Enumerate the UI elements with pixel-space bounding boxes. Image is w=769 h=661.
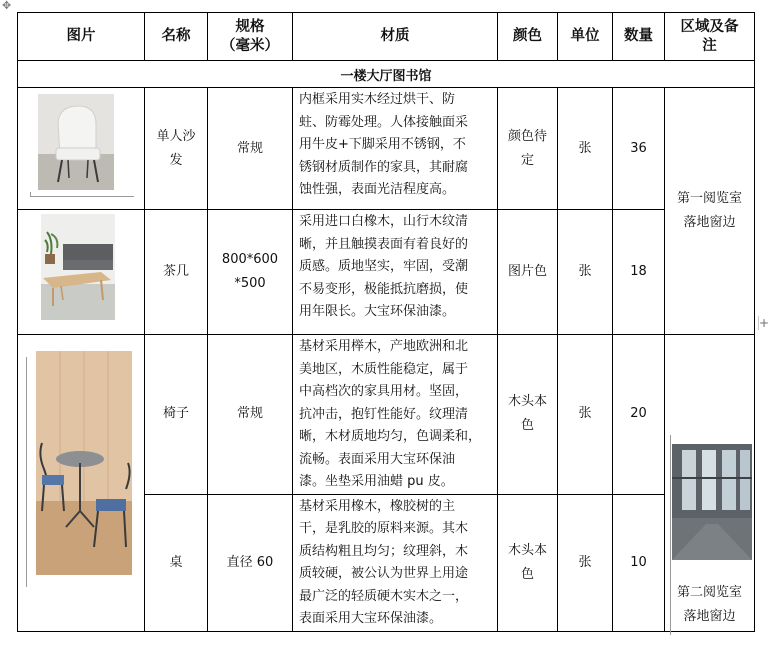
sofa-name: [145, 88, 208, 210]
chair-color: [498, 335, 558, 495]
chair-color-line1: 木头本: [507, 394, 547, 410]
chair-desk-photo-graphic: [36, 351, 132, 575]
chair-color-line2: 色: [520, 418, 534, 434]
tea-table-quantity: 18: [613, 210, 665, 335]
header-color: 颜色: [498, 13, 558, 61]
chair-material-line: 晰，木材质地均匀，色调柔和，: [299, 429, 482, 444]
chair-quantity: 20: [613, 335, 665, 495]
sofa-name-line1: 单人沙: [156, 128, 196, 144]
desk-spec: 直径 60: [208, 494, 293, 631]
sofa-material-line: 内框采用实木经过烘干、防: [299, 92, 456, 107]
sofa-photo-graphic: [38, 94, 114, 190]
header-unit: 单位: [558, 13, 613, 61]
header-image: 图片: [18, 13, 145, 61]
table-row: [18, 88, 755, 210]
tea-table-material-line: 不易变形，极能抵抗磨损，使: [299, 281, 469, 297]
tea-table-photo-graphic: [41, 214, 115, 320]
area-note-second-line1: 第二阅览室: [676, 584, 742, 600]
sofa-color-line1: 颜色待: [507, 128, 547, 144]
desk-quantity: 10: [613, 494, 665, 631]
area-note-second-wrap: [665, 391, 754, 631]
sofa-color-line2: 定: [520, 152, 534, 168]
sofa-material-line: 蚀性强，表面光洁程度高。: [299, 182, 456, 197]
section-title: 一楼大厅图书馆: [18, 61, 755, 88]
sofa-image-cell: [18, 88, 145, 210]
header-row: [18, 13, 755, 61]
desk-name: 桌: [145, 494, 208, 631]
tea-table-unit: 张: [558, 210, 613, 335]
header-area-line1: 区域及备: [680, 18, 739, 35]
chair-photo-left-rule: [26, 357, 27, 587]
header-material: 材质: [293, 13, 498, 61]
chair-name: 椅子: [145, 335, 208, 495]
sofa-photo[interactable]: [38, 94, 114, 190]
section-row: [18, 61, 755, 88]
header-quantity: 数量: [613, 13, 665, 61]
desk-material-line: 质结构粗且均匀；纹理斜，木: [299, 543, 469, 559]
chair-material-line: 中高档次的家具用材。坚固，: [299, 384, 469, 399]
sofa-quantity: 36: [613, 88, 665, 210]
area-note-second-cell: [665, 335, 755, 632]
tea-table-photo[interactable]: [41, 214, 115, 320]
chair-material-line: 美地区，木质性能稳定，属于: [299, 361, 469, 377]
tea-table-material-line: 采用进口白橡木，山行木纹清: [299, 214, 469, 229]
header-spec: [208, 13, 293, 61]
desk-material-line: 表面采用大宝环保油漆。: [299, 611, 443, 626]
reading-room-photo-graphic: [672, 444, 752, 560]
chair-spec: 常规: [208, 335, 293, 495]
chair-material: [293, 335, 498, 495]
sofa-material: [293, 88, 498, 210]
chair-desk-image-cell: [18, 335, 145, 632]
header-area-line2: 注: [702, 37, 717, 54]
reading-room-photo[interactable]: [672, 444, 752, 560]
tea-table-spec: [208, 210, 293, 335]
desk-material-line: 干，是乳胶的原料来源。其木: [299, 521, 469, 536]
tea-table-material-line: 质感。质地坚实，牢固，受潮: [299, 259, 469, 274]
header-name: 名称: [145, 13, 208, 61]
tea-table-material-line: 用年限长。大宝环保油漆。: [299, 304, 456, 319]
table-move-handle-icon[interactable]: ✥: [2, 0, 12, 12]
sofa-color: [498, 88, 558, 210]
sofa-caption-rule: [30, 196, 134, 197]
header-spec-line1: 规格: [235, 18, 265, 35]
desk-color-line2: 色: [520, 566, 534, 582]
sofa-name-line2: 发: [169, 152, 183, 168]
chair-unit: 张: [558, 335, 613, 495]
chair-material-line: 漆。坐垫采用油蜡 pu 皮。: [299, 474, 454, 489]
tea-table-color: 图片色: [498, 210, 558, 335]
chair-desk-photo[interactable]: [36, 351, 132, 575]
add-row-icon[interactable]: +: [759, 316, 769, 330]
area-note-first-line1: 第一阅览室: [676, 191, 742, 206]
desk-unit: 张: [558, 494, 613, 631]
tea-table-name: 茶几: [145, 210, 208, 335]
sofa-material-line: 用牛皮+下脚采用不锈钢，不: [299, 137, 466, 152]
sofa-material-line: 蛀、防霉处理。人体接触面采: [299, 114, 469, 130]
sofa-unit: 张: [558, 88, 613, 210]
header-spec-line2: （毫米）: [221, 37, 279, 54]
tea-table-spec-line2: *500: [234, 276, 266, 291]
desk-material-line: 最广泛的轻质硬木实木之一，: [299, 588, 469, 604]
chair-material-line: 基材采用榉木，产地欧洲和北: [299, 339, 469, 354]
header-area: [665, 13, 755, 61]
tea-table-image-cell: [18, 210, 145, 335]
chair-material-line: 流畅。表面采用大宝环保油: [299, 451, 456, 467]
tea-table-spec-line1: 800*600: [221, 252, 279, 267]
table-row: [18, 210, 755, 335]
area-note-second-line2: 落地窗边: [683, 608, 736, 624]
sofa-spec: 常规: [208, 88, 293, 210]
desk-color-line1: 木头本: [507, 542, 547, 558]
desk-material-line: 基材采用橡木，橡胶树的主: [299, 498, 456, 514]
table-row: [18, 335, 755, 495]
furniture-table: [17, 12, 755, 632]
chair-material-line: 抗冲击，抱钉性能好。纹理清: [299, 406, 469, 422]
desk-material-line: 质较硬，被公认为世界上用途: [299, 566, 469, 581]
desk-color: [498, 494, 558, 631]
area-note-first: [665, 88, 755, 335]
tea-table-material-line: 晰，并且触摸表面有着良好的: [299, 236, 469, 252]
area-note-first-line2: 落地窗边: [683, 215, 736, 230]
sofa-caption-tick: [30, 192, 31, 197]
area-note-second: [665, 581, 754, 629]
tea-table-material: [293, 210, 498, 335]
sofa-material-line: 锈钢材质制作的家具，其耐腐: [299, 159, 469, 175]
desk-material: [293, 494, 498, 631]
